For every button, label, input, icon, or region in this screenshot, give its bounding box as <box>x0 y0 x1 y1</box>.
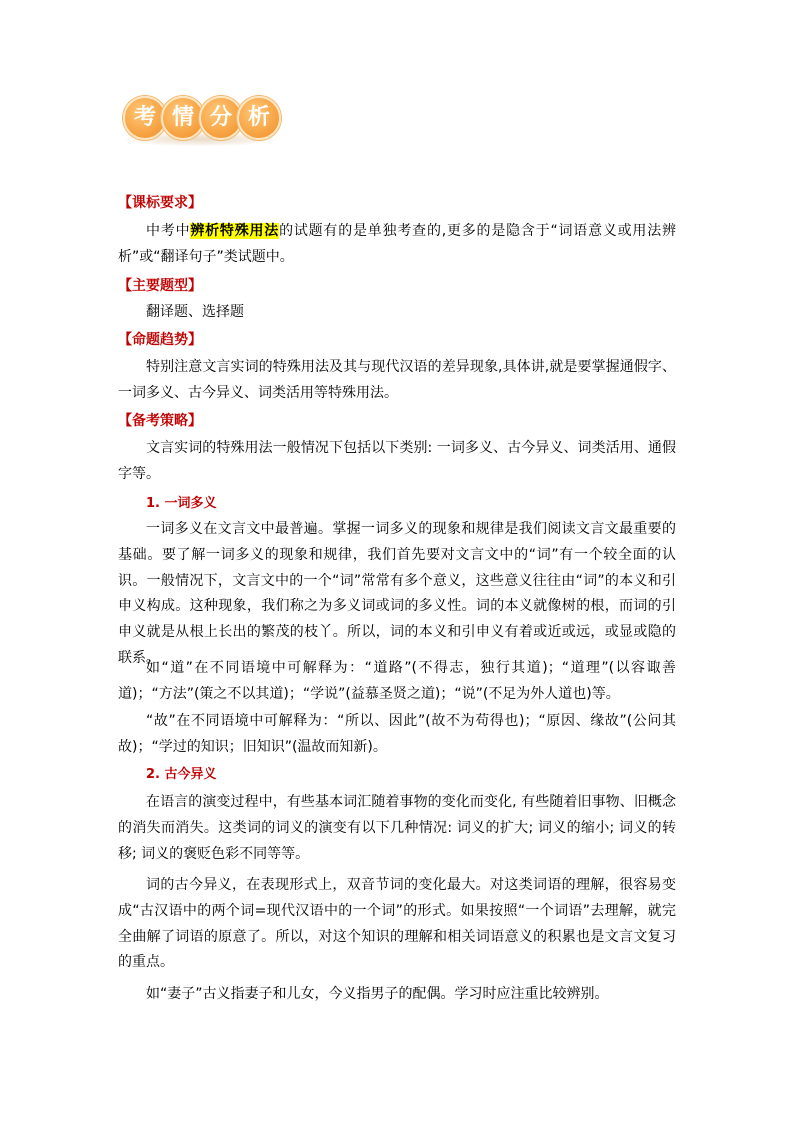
ancient-modern-paragraph-2: 词的古今异义，在表现形式上，双音节词的变化最大。对这类词语的理解，很容易变成“古汉语中的两个词=现代汉语中的一个词”的形式。如果按照“一个词语”去理解，就完全曲解了词语的原意了。所以，对这个知识的理解和相关词语意义的积累也是文言文复习的重点。 <box>118 877 676 971</box>
heading-question-types: 【主要题型】 <box>118 278 202 294</box>
requirement-rest: 的试题有的是单独考查的,更多的是隐含于“词语意义或用法辨析”或“翻译句子”类试题中。 <box>118 223 677 265</box>
requirement-paragraph <box>118 219 676 271</box>
heading-ancient-modern: 2. 古今异义 <box>146 767 217 782</box>
logo-char-3: 分 <box>199 96 243 140</box>
requirement-highlight: 辨析特殊用法 <box>190 223 280 239</box>
heading-trend: 【命题趋势】 <box>118 332 202 348</box>
section-logo <box>121 94 279 150</box>
logo-char-1: 考 <box>123 96 167 140</box>
question-types-paragraph: 翻译题、选择题 <box>146 304 244 320</box>
heading-polysemy: 1. 一词多义 <box>146 496 217 511</box>
ancient-modern-paragraph-3: 如“妻子”古义指妻子和儿女，今义指男子的配偶。学习时应注重比较辨别。 <box>146 986 609 1002</box>
heading-requirement: 【课标要求】 <box>118 195 202 211</box>
requirement-prefix: 中考中 <box>146 223 191 239</box>
strategy-paragraph: 文言实词的特殊用法一般情况下包括以下类别: 一词多义、古今异义、词类活用、通假字等。 <box>118 440 676 482</box>
ancient-modern-paragraph-1: 在语言的演变过程中，有些基本词汇随着事物的变化而变化, 有些随着旧事物、旧概念的消失而消失。这类词的词义的演变有以下几种情况: 词义的扩大; 词义的缩小; 词义的转移; 词义的褒贬色彩不同等等。 <box>118 794 676 862</box>
heading-strategy: 【备考策略】 <box>118 413 202 429</box>
logo-char-4: 析 <box>237 96 281 140</box>
polysemy-paragraph-1: 一词多义在文言文中最普遍。掌握一词多义的现象和规律是我们阅读文言文最重要的基础。要了解一词多义的现象和规律，我们首先要对文言文中的“词”有一个较全面的认识。一般情况下，文言文中的一个“词”常常有多个意义，这些意义往往由“词”的本义和引申义构成。这种现象，我们称之为多义词或词的多义性。词的本义就像树的根，而词的引申义就是从根上长出的繁茂的枝丫。所以，词的本义和引申义有着或近或远，或显或隐的联系。 <box>118 521 676 666</box>
polysemy-paragraph-2: 如“道”在不同语境中可解释为：“道路”(不得志，独行其道)；“道理”(以容诹善道)；“方法”(策之不以其道)；“学说”(益慕圣贤之道)；“说”(不足为外人道也)等。 <box>118 660 676 702</box>
logo-char-2: 情 <box>161 96 205 140</box>
trend-paragraph: 特别注意文言实词的特殊用法及其与现代汉语的差异现象,具体讲,就是要掌握通假字、一词多义、古今异义、词类活用等特殊用法。 <box>118 359 676 401</box>
polysemy-paragraph-3: “故”在不同语境中可解释为：“所以、因此”(故不为苟得也)；“原因、缘故”(公问其故)；“学过的知识；旧知识”(温故而知新)。 <box>118 713 676 755</box>
